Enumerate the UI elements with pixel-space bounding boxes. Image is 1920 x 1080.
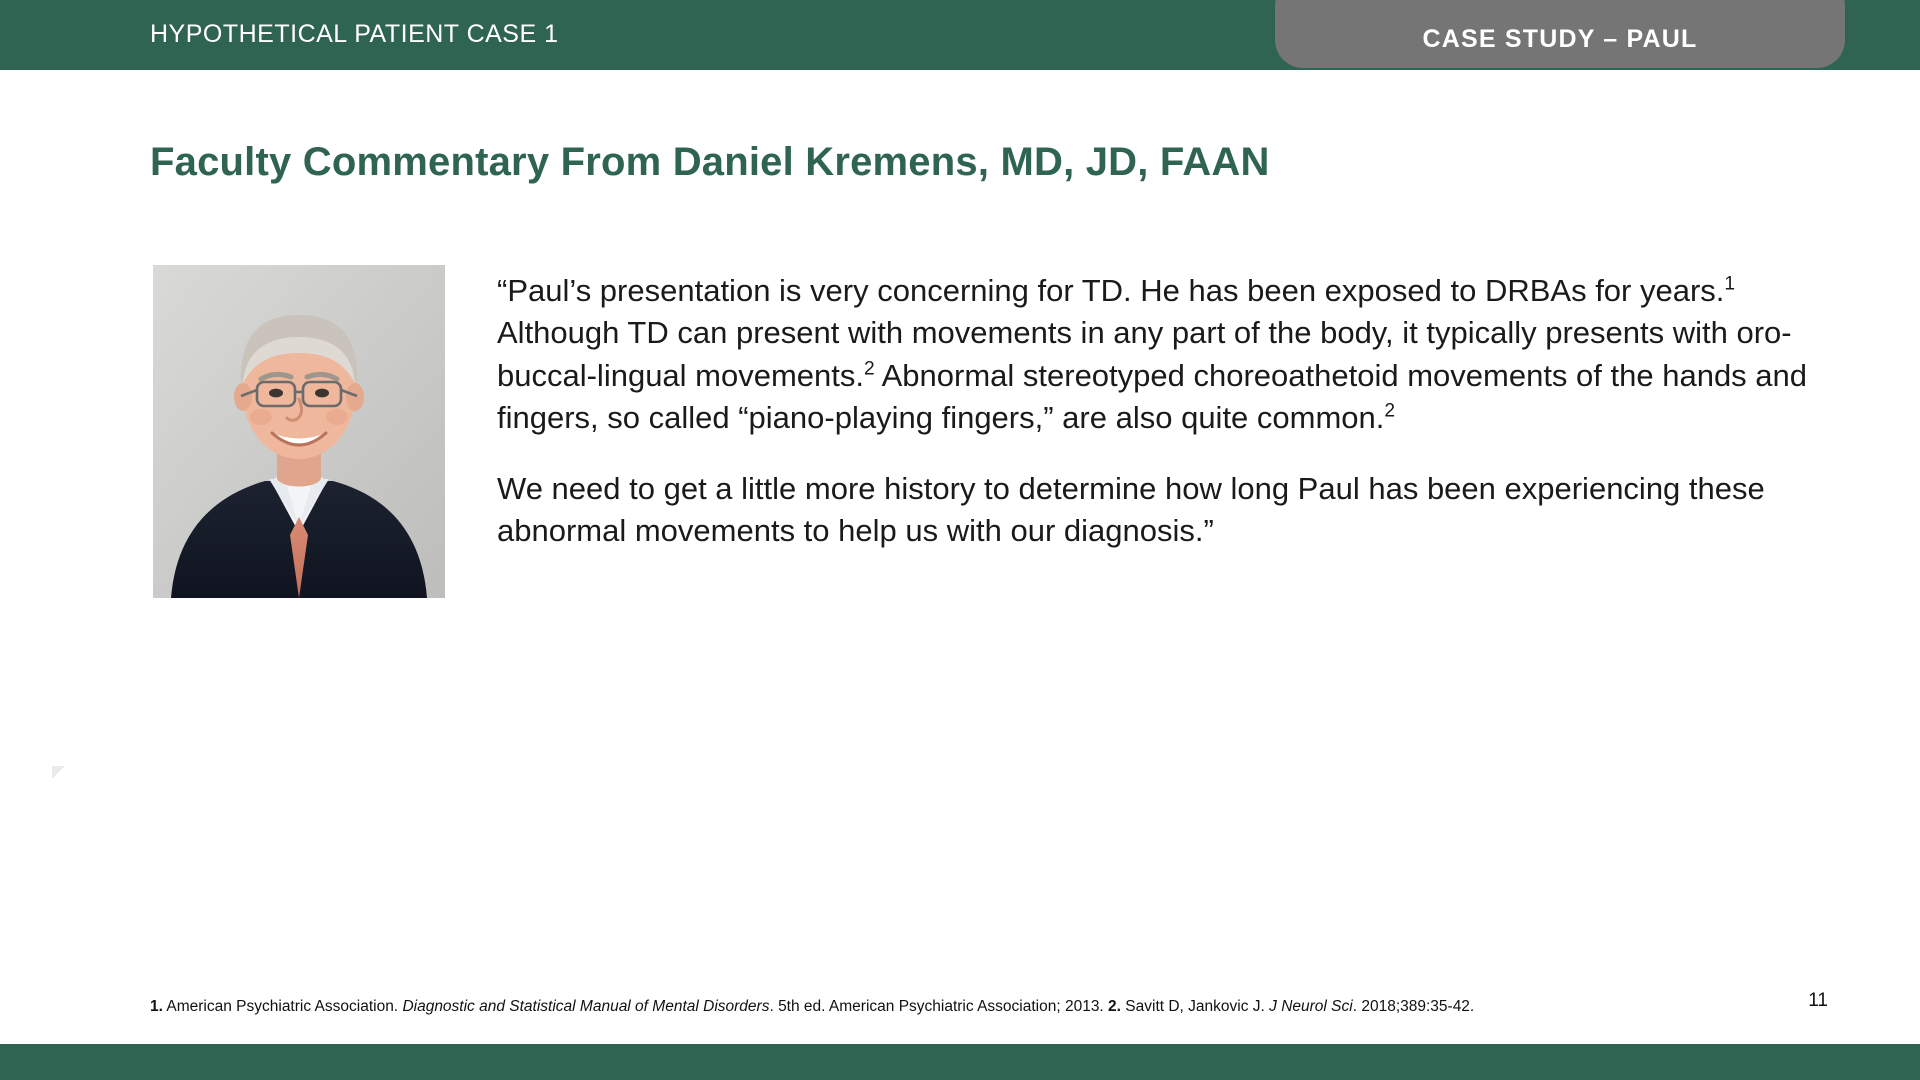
decorative-corner-mark [52,766,66,780]
page-title: Faculty Commentary From Daniel Kremens, MD, JD, FAAN [150,140,1270,184]
reference-1-source: American Psychiatric Association. [162,998,403,1016]
citation-marker-1: 1 [1724,273,1736,295]
reference-2-source: Savitt D, Jankovic J. [1120,998,1270,1016]
reference-1-tail: . 5th ed. American Psychiatric Association; 2013. [769,998,1109,1016]
bottom-bar [0,1044,1920,1080]
quote-paragraph-2: We need to get a little more history to determine how long Paul has been experiencing these abnormal movements to help us with our diagnosis.” [497,470,1765,549]
quote-p1-part-c: Abnormal stereotyped choreoathetoid movements of the hands and fingers, so called “piano-playing fingers,” are also quite common. [497,357,1808,436]
faculty-portrait-photo [153,265,445,598]
quote-paragraph-1 [497,270,1837,440]
reference-2-journal: J Neurol Sci [1269,998,1353,1016]
references-footnote [150,997,1750,1018]
reference-1-number: 1. [150,998,163,1016]
case-study-tab-label: CASE STUDY – PAUL [1422,25,1698,53]
eyebrow-label: HYPOTHETICAL PATIENT CASE 1 [150,20,559,48]
quote-p1-part-b: Although TD can present with movements in any part of the body, it typically presents with oro-buccal-lingual movements. [497,315,1792,393]
quote-p1-part-a: “Paul’s presentation is very concerning for TD. He has been exposed to DRBAs for years. [497,273,1725,308]
reference-1-title: Diagnostic and Statistical Manual of Mental Disorders [402,998,770,1016]
citation-marker-2: 2 [864,358,875,380]
reference-2-number: 2. [1108,998,1121,1016]
faculty-commentary-quote [497,270,1837,553]
reference-2-tail: . 2018;389:35-42. [1352,998,1475,1016]
citation-marker-3: 2 [1384,401,1396,423]
case-study-tab [1275,0,1845,68]
page-number: 11 [1808,990,1828,1011]
